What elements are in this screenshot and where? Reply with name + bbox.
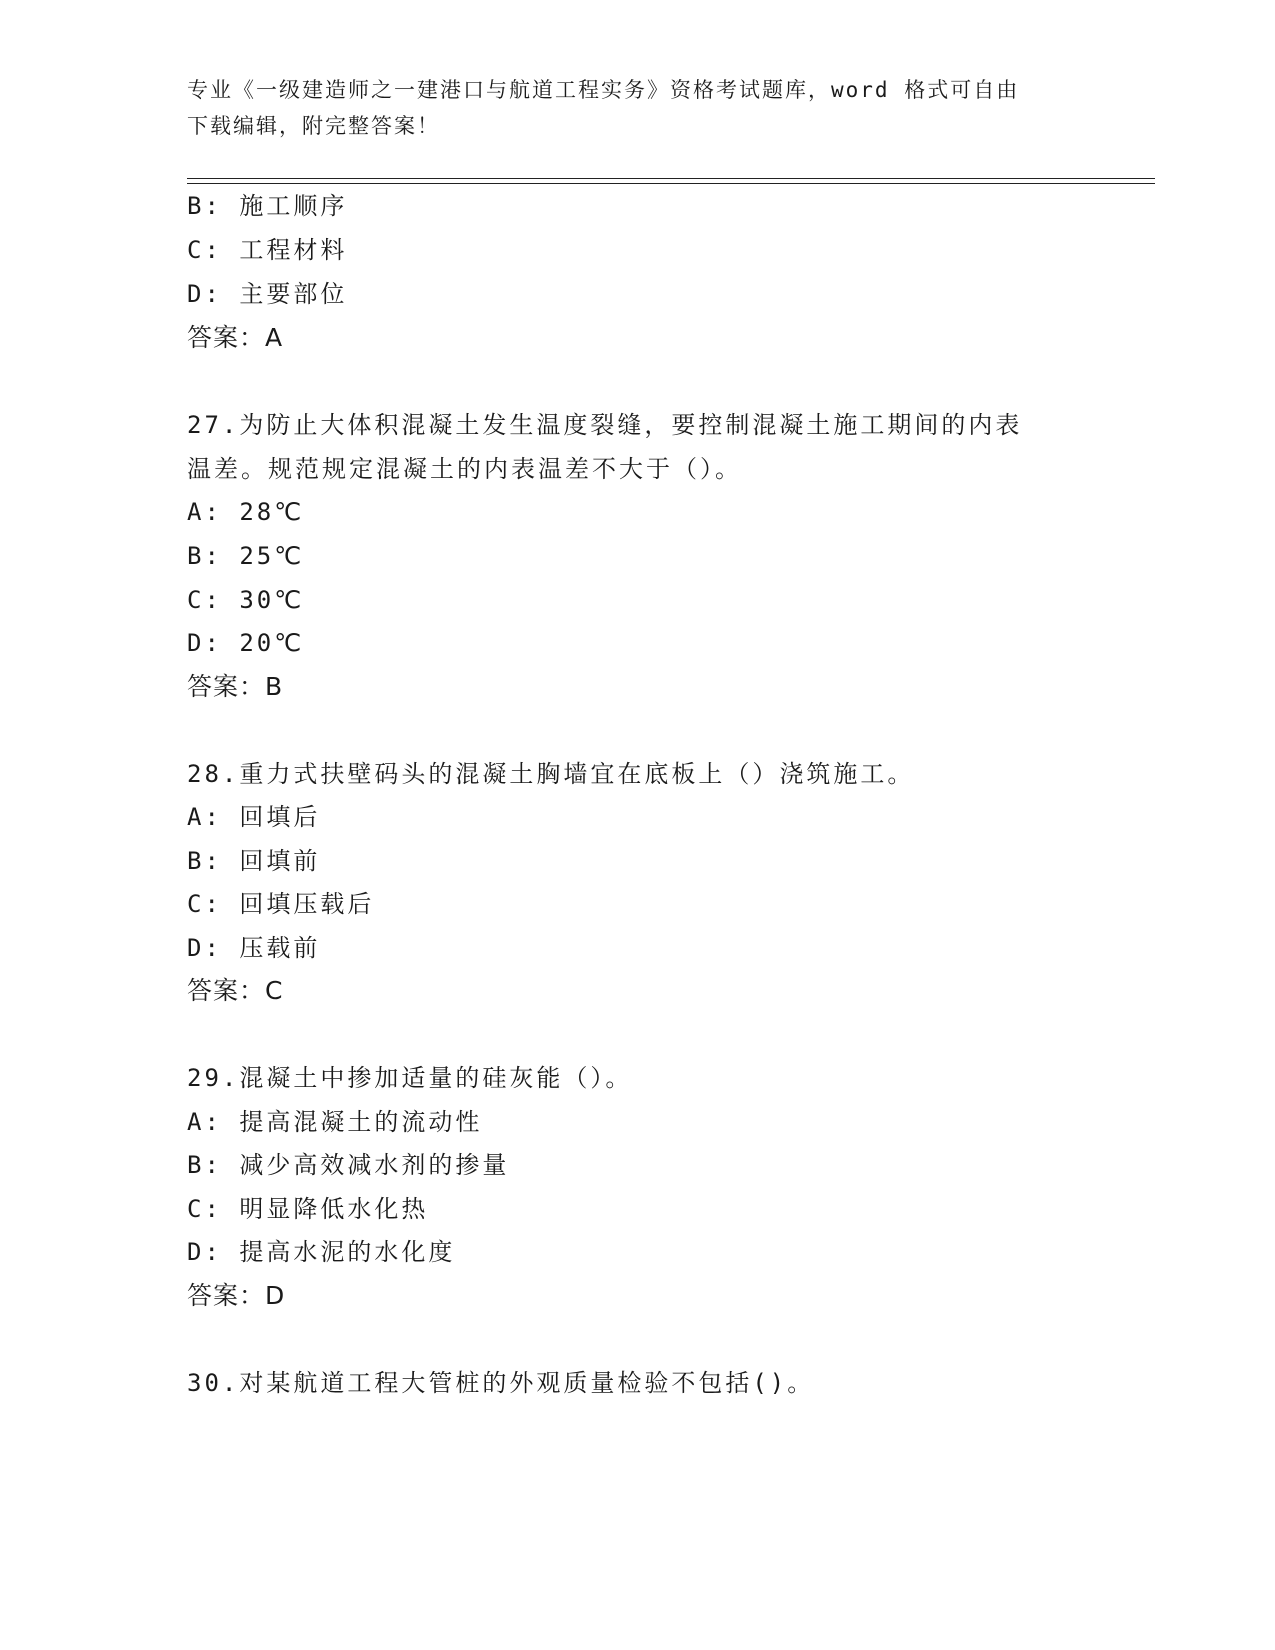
option-a: A: 回填后 [187, 803, 321, 831]
question-27-line-2: 温差。规范规定混凝土的内表温差不大于（）。 [187, 455, 742, 483]
option-c: C: 明显降低水化热 [187, 1195, 429, 1223]
option-d: D: 提高水泥的水化度 [187, 1238, 456, 1266]
option-b: B: 减少高效减水剂的掺量 [187, 1151, 510, 1179]
option-c: C: 30℃ [187, 586, 305, 614]
option-a: A: 28℃ [187, 498, 305, 526]
option-d: D: 压载前 [187, 934, 321, 962]
option-b: B: 施工顺序 [187, 192, 348, 220]
option-c: C: 工程材料 [187, 236, 348, 264]
answer: 答案：B [187, 672, 284, 701]
question-28: 28.重力式扶壁码头的混凝土胸墙宜在底板上（）浇筑施工。 [187, 760, 915, 788]
header-line-1: 专业《一级建造师之一建港口与航道工程实务》资格考试题库，word 格式可自由 [187, 78, 1020, 102]
question-30: 30.对某航道工程大管桩的外观质量检验不包括()。 [187, 1369, 815, 1397]
header-divider-top [187, 178, 1155, 179]
option-b: B: 25℃ [187, 542, 305, 570]
header-line-2: 下载编辑，附完整答案！ [187, 114, 440, 138]
option-d: D: 主要部位 [187, 280, 348, 308]
question-29: 29.混凝土中掺加适量的硅灰能（）。 [187, 1064, 633, 1092]
answer: 答案：D [187, 1281, 286, 1310]
answer: 答案：C [187, 976, 284, 1005]
question-27-line-1: 27.为防止大体积混凝土发生温度裂缝，要控制混凝土施工期间的内表 [187, 411, 1023, 439]
option-c: C: 回填压载后 [187, 890, 375, 918]
option-a: A: 提高混凝土的流动性 [187, 1108, 483, 1136]
option-d: D: 20℃ [187, 629, 305, 657]
option-b: B: 回填前 [187, 847, 321, 875]
header-divider-bottom [187, 183, 1155, 184]
answer: 答案：A [187, 323, 284, 352]
document-header [187, 72, 1087, 144]
